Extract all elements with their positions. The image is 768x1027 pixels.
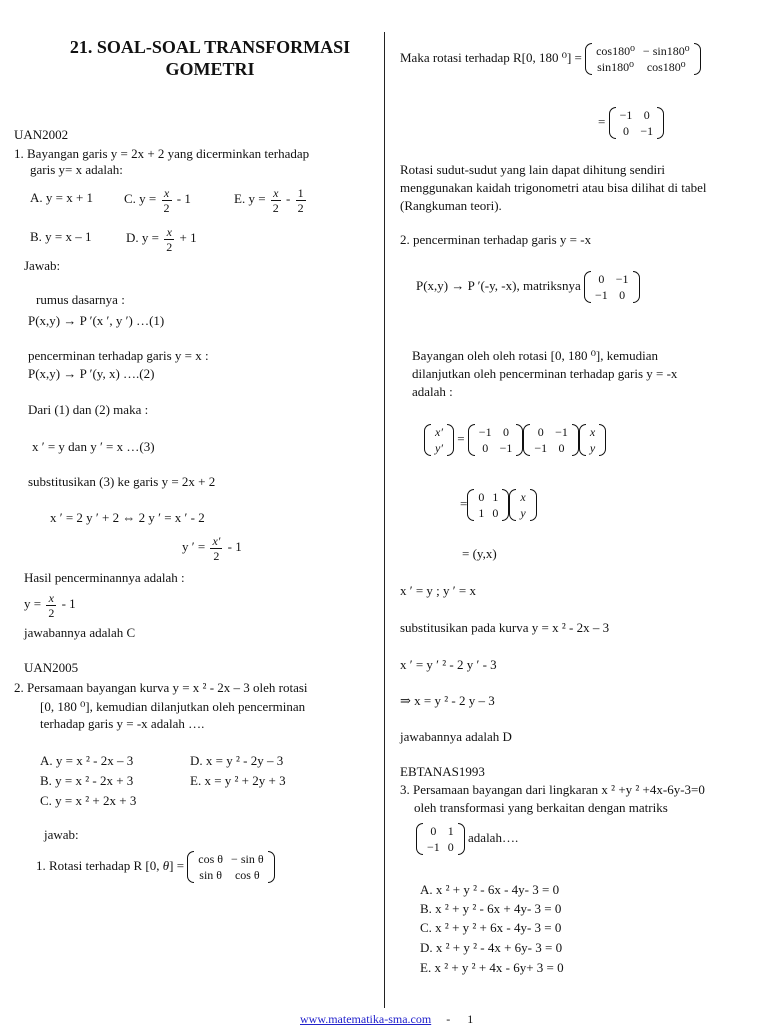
option-3b: B. x ² + y ² - 6x + 4y- 3 = 0 xyxy=(420,901,562,916)
option-3d: D. x ² + y ² - 4x + 6y- 3 = 0 xyxy=(420,940,563,955)
combine-text: Dari (1) dan (2) maka : xyxy=(28,402,149,417)
answer-heading-1: Jawab: xyxy=(24,258,61,273)
question-2-line-3: terhadap garis y = -x adalah …. xyxy=(40,716,205,731)
composition-matrix-product: x′ y′ = −1 0 0 −1 0 −1 −1 0 x y xyxy=(424,417,606,461)
answer-2: jawabannya adalah D xyxy=(400,729,512,744)
option-1e: E. y = $\frac{x}{2}$ - $\frac{1}{2}$ xyxy=(234,185,304,215)
reflection-heading: 2. pencerminan terhadap garis y = -x xyxy=(400,232,592,247)
question-1-line-1: 1. Bayangan garis y = 2x + 2 yang dicerminkan terhadap xyxy=(14,146,310,161)
composition-line-2: dilanjutkan oleh pencerminan terhadap garis y = -x xyxy=(412,366,678,381)
equation-5: y ′ = $\frac{x'}{2}$ - 1 xyxy=(182,533,242,563)
substitute-text: substitusikan (3) ke garis y = 2x + 2 xyxy=(28,474,216,489)
option-2d: D. x = y ² - 2y – 3 xyxy=(190,753,284,768)
simplified-vector: x y xyxy=(509,489,536,521)
equation-2: P(x,y) → P ′(y, x) ….(2) xyxy=(28,366,155,381)
source-label-3: EBTANAS1993 xyxy=(400,764,485,779)
source-vector: x y xyxy=(579,424,606,456)
question-2-line-2: [0, 180 ⁰], kemudian dilanjutkan oleh pencerminan xyxy=(40,699,306,714)
equation-3: x ′ = y dan y ′ = x …(3) xyxy=(32,439,155,454)
question-3-matrix-line: 0 1 −1 0 adalah…. xyxy=(416,816,518,860)
answer-heading-2: jawab: xyxy=(44,827,79,842)
answer-1: jawabannya adalah C xyxy=(24,625,136,640)
question-3-line-2: oleh transformasi yang berkaitan dengan matriks xyxy=(414,800,668,815)
reflection-intro: pencerminan terhadap garis y = x : xyxy=(28,348,209,363)
rotation-note-line-1: Rotasi sudut-sudut yang lain dapat dihitung sendiri xyxy=(400,162,666,177)
option-1d: D. y = $\frac{x}{2}$ + 1 xyxy=(126,224,197,254)
reflection-formula: P(x,y) → P ′(-y, -x), matriksnya 0 −1 −1 0 xyxy=(416,264,640,308)
substitute-curve: substitusikan pada kurva y = x ² - 2x – 3 xyxy=(400,620,610,635)
equation-1: P(x,y) → P ′(x ′, y ′) …(1) xyxy=(28,313,165,328)
option-1c: C. y = $\frac{x}{2}$ - 1 xyxy=(124,185,191,215)
substituted-equation: x ′ = y ′ ² - 2 y ′ - 3 xyxy=(400,657,497,672)
option-2b: B. y = x ² - 2x + 3 xyxy=(40,773,134,788)
transformation-matrix: 0 1 −1 0 xyxy=(416,823,465,855)
column-divider xyxy=(384,32,385,1008)
page-number: 1 xyxy=(467,1012,474,1026)
rotation-note-line-3: (Rangkuman teori). xyxy=(400,198,502,213)
result-yx: = (y,x) xyxy=(462,546,497,561)
page-footer: www.matematika-sma.com - 1 xyxy=(300,1012,474,1026)
question-2-line-1: 2. Persamaan bayangan kurva y = x ² - 2x – 3 oleh rotasi xyxy=(14,680,308,695)
rotation-180-formula: Maka rotasi terhadap R[0, 180 ⁰] = cos180⁰ − sin180⁰ sin180⁰ cos180⁰ xyxy=(400,36,701,80)
option-2a: A. y = x ² - 2x – 3 xyxy=(40,753,134,768)
composition-line-1: Bayangan oleh oleh rotasi [0, 180 ⁰], kemudian xyxy=(412,348,659,363)
rotation-note-line-2: menggunakan kaidah trigonometri atau bisa dilihat di tabel xyxy=(400,180,707,195)
rotation-formula: 1. Rotasi terhadap R [0, θ] = cos θ − sin θ sin θ cos θ xyxy=(36,844,275,888)
formula-intro: rumus dasarnya : xyxy=(36,292,125,307)
reflection-matrix: 0 −1 −1 0 xyxy=(584,271,640,303)
rotation-180-result: = −1 0 0 −1 xyxy=(598,100,664,144)
source-label-1: UAN2002 xyxy=(14,127,69,142)
option-3e: E. x ² + y ² + 4x - 6y+ 3 = 0 xyxy=(420,960,564,975)
rotation-matrix: cos θ − sin θ sin θ cos θ xyxy=(187,851,274,883)
result-heading: Hasil pencerminannya adalah : xyxy=(24,570,185,585)
option-3a: A. x ² + y ² - 6x - 4y- 3 = 0 xyxy=(420,882,560,897)
image-vector: x′ y′ xyxy=(424,424,454,456)
image-coordinates: x ′ = y ; y ′ = x xyxy=(400,583,476,598)
simplified-matrix: 0 1 1 0 xyxy=(467,489,509,521)
option-2e: E. x = y ² + 2y + 3 xyxy=(190,773,286,788)
final-equation: ⇒ x = y ² - 2 y – 3 xyxy=(400,693,495,708)
option-3c: C. x ² + y ² + 6x - 4y- 3 = 0 xyxy=(420,920,562,935)
website-link[interactable]: www.matematika-sma.com xyxy=(300,1012,432,1026)
document-title: 21. SOAL-SOAL TRANSFORMASI GOMETRI xyxy=(69,37,351,79)
question-1-line-2: garis y= x adalah: xyxy=(30,162,123,177)
composition-line-3: adalah : xyxy=(412,384,453,399)
source-label-2: UAN2005 xyxy=(24,660,79,675)
product-matrix-2: 0 −1 −1 0 xyxy=(523,424,579,456)
option-1a: A. y = x + 1 xyxy=(30,190,94,205)
option-1b: B. y = x – 1 xyxy=(30,229,92,244)
rotation-result-matrix: −1 0 0 −1 xyxy=(609,107,665,139)
rotation-180-matrix: cos180⁰ − sin180⁰ sin180⁰ cos180⁰ xyxy=(585,43,700,75)
question-3-line-1: 3. Persamaan bayangan dari lingkaran x ² +y ² +4x-6y-3=0 xyxy=(400,782,705,797)
result-equation: y = $\frac{x}{2}$ - 1 xyxy=(24,590,76,620)
equation-4: x ′ = 2 y ′ + 2 ⇔ 2 y ′ = x ′ - 2 xyxy=(50,510,205,525)
option-2c: C. y = x ² + 2x + 3 xyxy=(40,793,137,808)
product-matrix-1: −1 0 0 −1 xyxy=(468,424,524,456)
simplified-product: = 0 1 1 0 x y xyxy=(460,482,537,526)
